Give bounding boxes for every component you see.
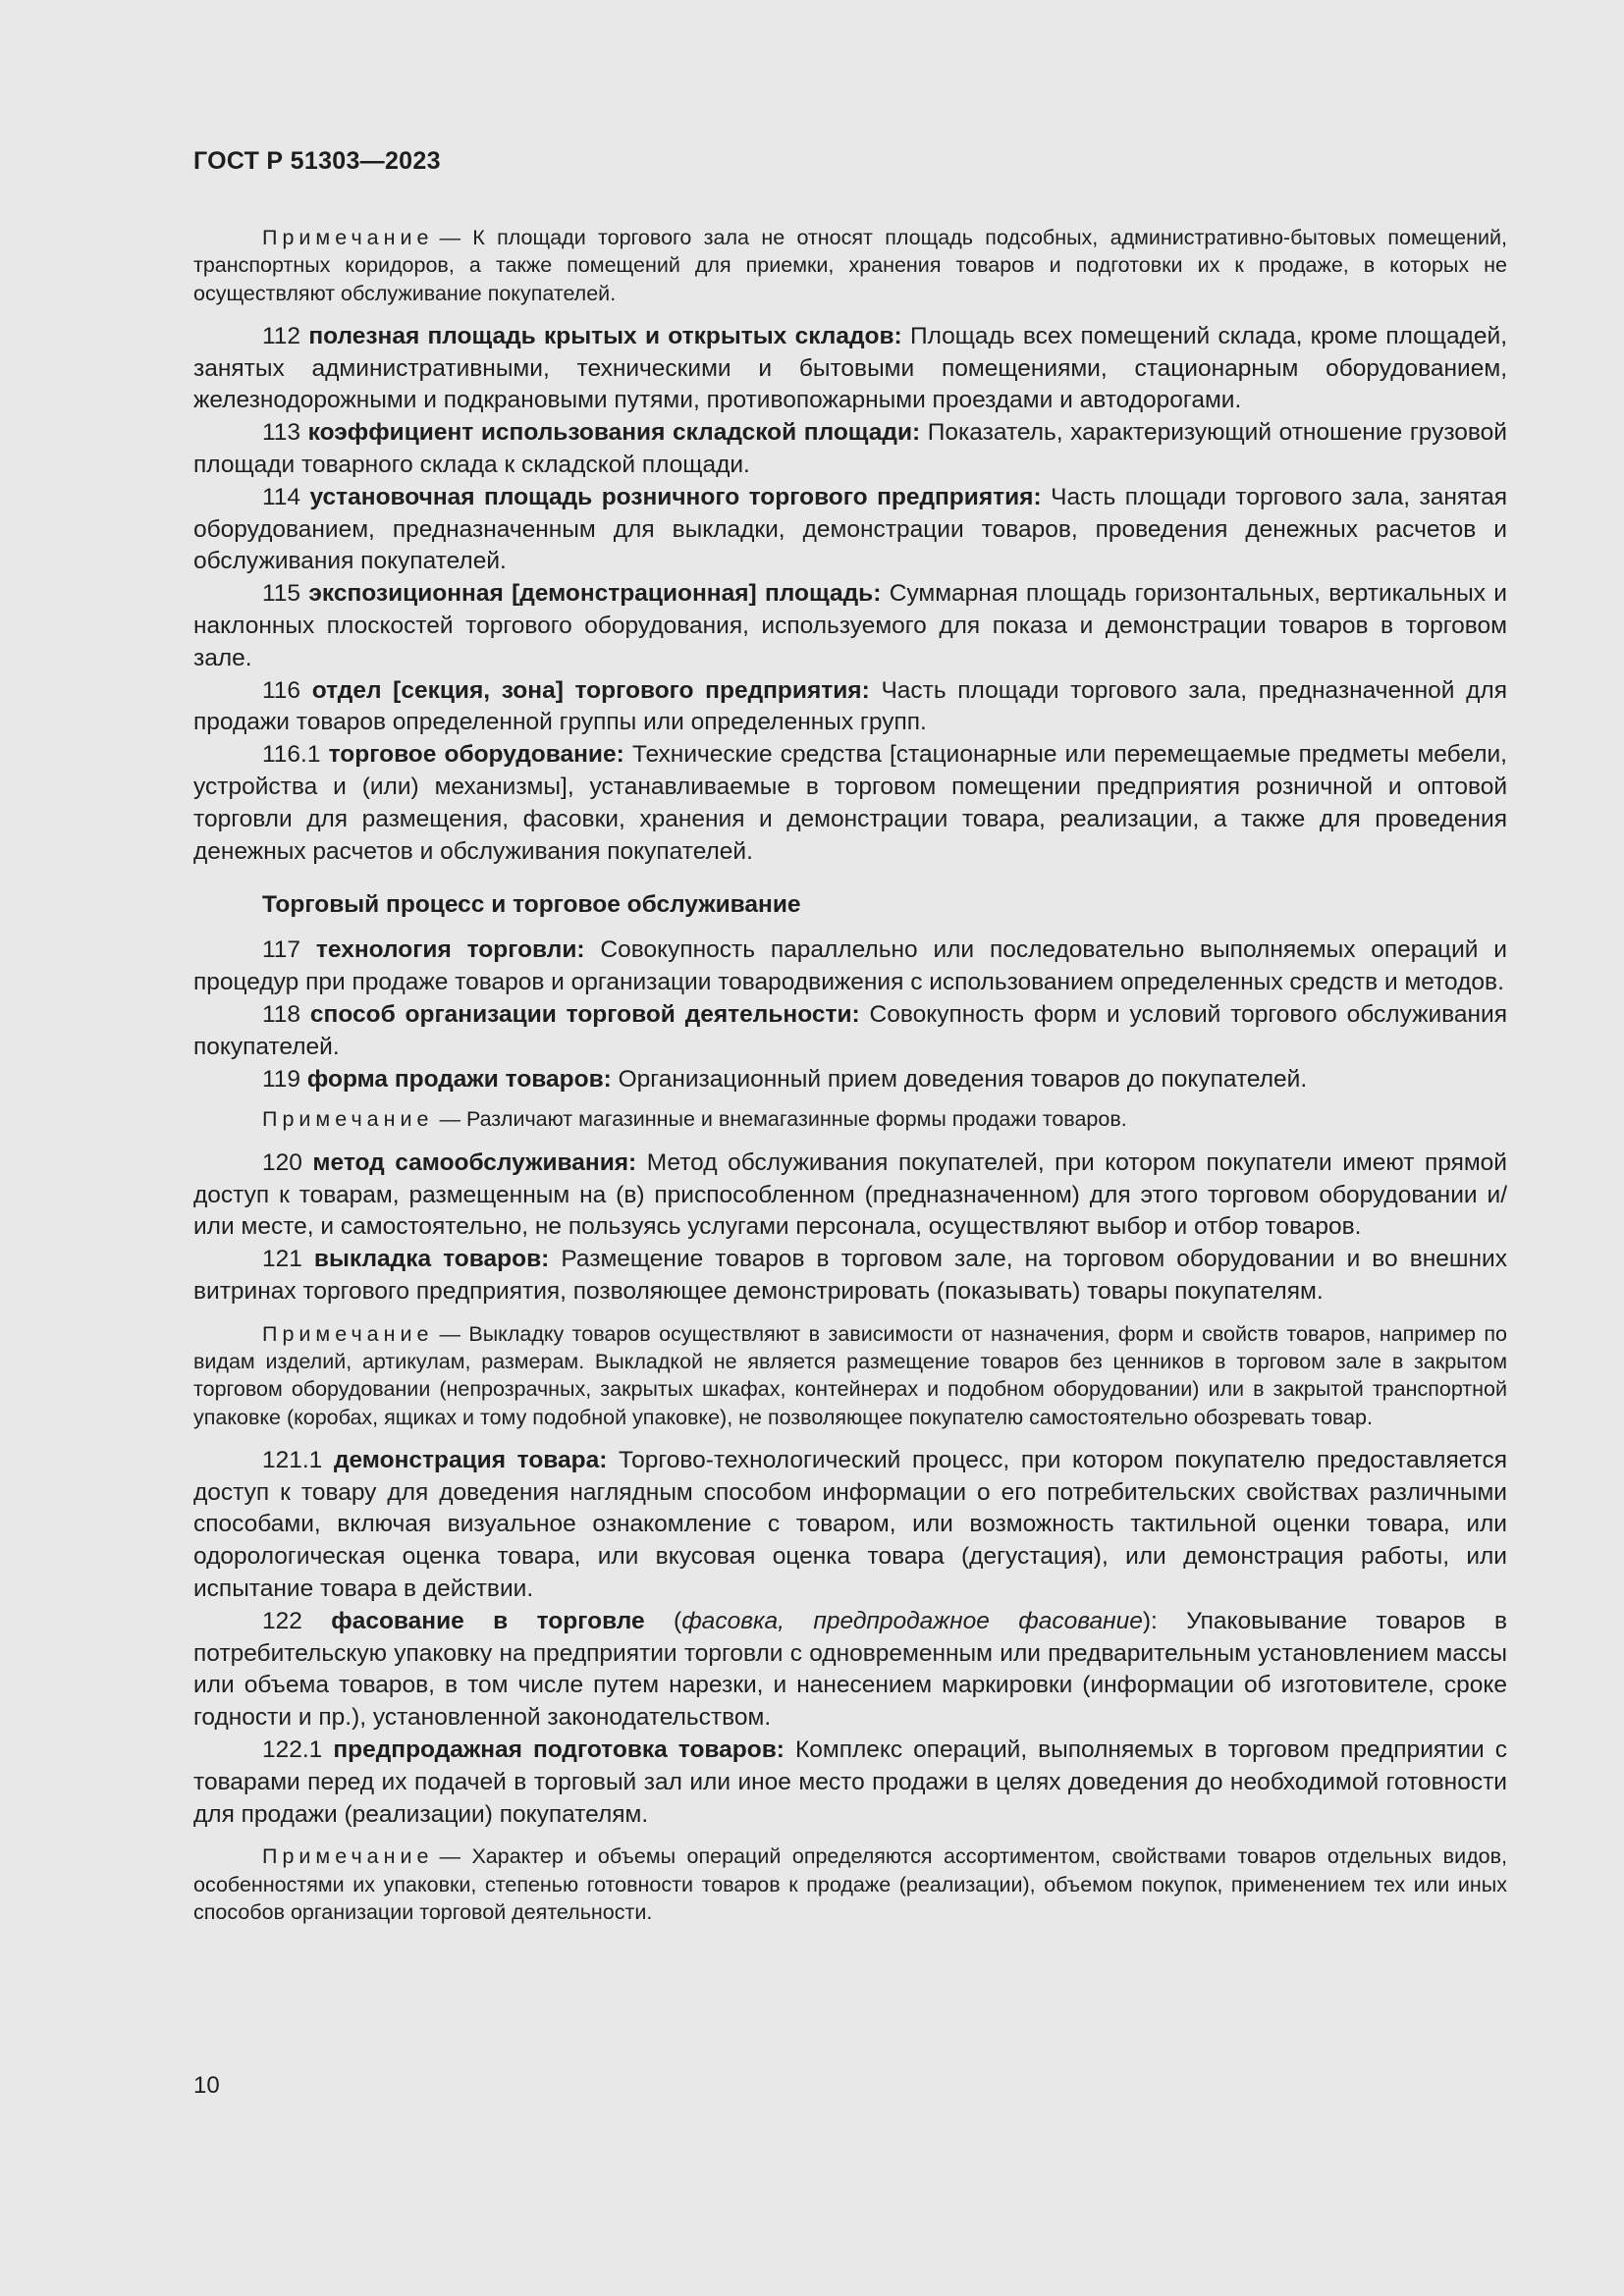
term-entry-114 bbox=[193, 482, 1507, 578]
note-dash: — bbox=[439, 1321, 469, 1346]
term-number: 113 bbox=[262, 419, 301, 447]
note-label: Примечание bbox=[262, 1844, 434, 1869]
term-definition: Часть площади торгового зала, предназначенной для продажи товаров определенной группы или определенных групп. bbox=[193, 676, 1507, 736]
term-definition: Суммарная площадь горизонтальных, вертикальных и наклонных плоскостей торгового оборудования, используемого для показа и демонстрации товаров в торговом зале. bbox=[193, 580, 1507, 671]
term-number: 112 bbox=[262, 322, 301, 349]
term-entry-120 bbox=[193, 1148, 1507, 1244]
term-entry-121-1 bbox=[193, 1445, 1507, 1606]
term-definition: Размещение товаров в торговом зале, на торговом оборудовании и во внешних витринах торгового предприятия, позволяющее демонстрировать (показывать) товары покупателям. bbox=[193, 1246, 1507, 1305]
note-dash: — bbox=[439, 1107, 466, 1132]
term-number: 122.1 bbox=[262, 1736, 323, 1764]
note-label: Примечание bbox=[262, 226, 434, 249]
term-number: 116 bbox=[262, 676, 301, 704]
term-entry-118 bbox=[193, 999, 1507, 1064]
term-name: способ организации торговой деятельности: bbox=[309, 1001, 860, 1029]
term-entry-119 bbox=[193, 1064, 1507, 1096]
term-definition: Площадь всех помещений склада, кроме площадей, занятых административными, техническими и бытовыми помещениями, стационарным оборудованием, железнодорожными и подкрановыми путями, противопожарными проездами и автодорогами. bbox=[193, 322, 1507, 414]
term-number: 122 bbox=[262, 1607, 302, 1634]
term-name: фасование в торговле bbox=[331, 1607, 645, 1634]
note-paragraph bbox=[193, 224, 1507, 307]
term-entry-122 bbox=[193, 1606, 1507, 1735]
document-body bbox=[193, 224, 1507, 1926]
term-definition: Совокупность параллельно или последовательно выполняемых операций и процедур при продаже товаров и организации товародвижения с использованием определенных средств и методов. bbox=[193, 936, 1507, 996]
term-number: 114 bbox=[262, 483, 301, 510]
term-definition: Комплекс операций, выполняемых в торговом предприятии с товарами перед их подачей в торговый зал или иное место продажи в целях доведения до необходимой готовности для продажи (реализации) покупателям. bbox=[193, 1736, 1507, 1828]
term-name: демонстрация товара: bbox=[333, 1446, 608, 1473]
term-number: 121 bbox=[262, 1246, 302, 1273]
term-name: отдел [секция, зона] торгового предприятия: bbox=[311, 676, 870, 704]
note-paragraph bbox=[193, 1320, 1507, 1431]
term-alt-open: ( bbox=[644, 1607, 682, 1634]
term-number: 119 bbox=[262, 1065, 301, 1093]
term-definition: Упаковывание товаров в потребительскую упаковку на предприятии торговли с одновременным или предварительным установлением массы или объема товаров, в том числе путем нарезки, и нанесением маркировки (информации об изготовителе, сроке годности и пр.), установленной законодательством. bbox=[193, 1607, 1507, 1732]
term-name: предпродажная подготовка товаров: bbox=[333, 1736, 785, 1764]
document-header-title: ГОСТ Р 51303—2023 bbox=[193, 147, 441, 175]
section-heading: Торговый процесс и торговое обслуживание bbox=[262, 891, 801, 919]
note-text: Характер и объемы операций определяются ассортиментом, свойствами товаров отдельных видов, особенностями их упаковки, степенью готовности товаров к продаже (реализации), объемом покупок, применением тех или иных способов организации торговой деятельности. bbox=[193, 1844, 1507, 1925]
term-name: торговое оборудование: bbox=[328, 741, 624, 769]
term-definition: Технические средства [стационарные или перемещаемые предметы мебели, устройства и (или) механизмы], устанавливаемые в торговом помещении предприятия розничной и оптовой торговли для размещения, фасовки, хранения и демонстрации товара, реализации, а также для проведения денежных расчетов и обслуживания покупателей. bbox=[193, 741, 1507, 865]
note-dash: — bbox=[439, 1844, 472, 1869]
term-name: коэффициент использования складской площади: bbox=[307, 419, 921, 447]
term-name: метод самообслуживания: bbox=[312, 1148, 637, 1176]
term-alt-close: ): bbox=[1142, 1607, 1187, 1634]
term-name: экспозиционная [демонстрационная] площадь: bbox=[308, 580, 882, 608]
term-name: полезная площадь крытых и открытых складов: bbox=[308, 322, 902, 349]
term-entry-117 bbox=[193, 934, 1507, 999]
term-entry-116-1 bbox=[193, 739, 1507, 868]
term-number: 118 bbox=[262, 1001, 301, 1029]
note-paragraph bbox=[193, 1105, 1507, 1133]
term-name: установочная площадь розничного торгового предприятия: bbox=[309, 483, 1042, 510]
note-text: Различают магазинные и внемагазинные формы продажи товаров. bbox=[465, 1107, 1127, 1132]
term-definition: Часть площади торгового зала, занятая оборудованием, предназначенным для выкладки, демонстрации товаров, проведения денежных расчетов и обслуживания покупателей. bbox=[193, 483, 1508, 575]
page-number: 10 bbox=[193, 2072, 220, 2099]
note-label: Примечание bbox=[262, 1321, 434, 1346]
term-number: 116.1 bbox=[262, 741, 321, 769]
note-paragraph bbox=[193, 1842, 1507, 1926]
term-definition: Метод обслуживания покупателей, при котором покупатели имеют прямой доступ к товарам, размещенным на (в) приспособленном (предназначенном) для этого торговом оборудовании и/или месте, и самостоятельно, не пользуясь услугами персонала, осуществляют выбор и отбор товаров. bbox=[193, 1148, 1507, 1241]
term-entry-112 bbox=[193, 321, 1507, 417]
term-entry-122-1 bbox=[193, 1735, 1507, 1831]
note-text: К площади торгового зала не относят площадь подсобных, административно-бытовых помещений, транспортных коридоров, а также помещений для приемки, хранения товаров и подготовки их к продаже, в которых не осуществляют обслуживание покупателей. bbox=[193, 226, 1507, 305]
term-name: выкладка товаров: bbox=[313, 1246, 550, 1273]
term-entry-116 bbox=[193, 675, 1507, 740]
note-dash: — bbox=[439, 226, 473, 249]
term-name: технология торговли: bbox=[315, 936, 585, 964]
term-definition: Совокупность форм и условий торгового обслуживания покупателей. bbox=[193, 1001, 1508, 1060]
term-definition: Показатель, характеризующий отношение грузовой площади товарного склада к складской площади. bbox=[193, 419, 1507, 479]
term-name: форма продажи товаров: bbox=[306, 1065, 612, 1093]
term-entry-121 bbox=[193, 1244, 1507, 1308]
term-alternative: фасовка, предпродажное фасование bbox=[681, 1607, 1143, 1634]
note-text: Выкладку товаров осуществляют в зависимости от назначения, форм и свойств товаров, например по видам изделий, артикулам, размерам. Выкладкой не является размещение товаров без ценников в торговом зале в закрытом торговом оборудовании (непрозрачных, закрытых шкафах, контейнерах и подобном оборудовании) или в закрытой транспортной упаковке (коробах, ящиках и тому подобной упаковке), не позволяющее покупателю самостоятельно обозревать товар. bbox=[193, 1321, 1507, 1429]
term-entry-113 bbox=[193, 417, 1507, 482]
term-number: 115 bbox=[262, 580, 301, 608]
term-definition: Торгово-технологический процесс, при котором покупателю предоставляется доступ к товару для доведения наглядным способом информации о его потребительских свойствах различными способами, включая визуальное ознакомление с товаром, или возможность тактильной оценки товара, или одорологическая оценка товара, или вкусовая оценка товара (дегустация), или демонстрация работы, или испытание товара в действии. bbox=[193, 1446, 1507, 1603]
term-number: 117 bbox=[262, 936, 301, 964]
term-entry-115 bbox=[193, 578, 1507, 674]
note-label: Примечание bbox=[262, 1107, 434, 1132]
term-definition: Организационный прием доведения товаров до покупателей. bbox=[618, 1065, 1308, 1093]
term-number: 120 bbox=[262, 1148, 302, 1176]
term-number: 121.1 bbox=[262, 1446, 323, 1473]
